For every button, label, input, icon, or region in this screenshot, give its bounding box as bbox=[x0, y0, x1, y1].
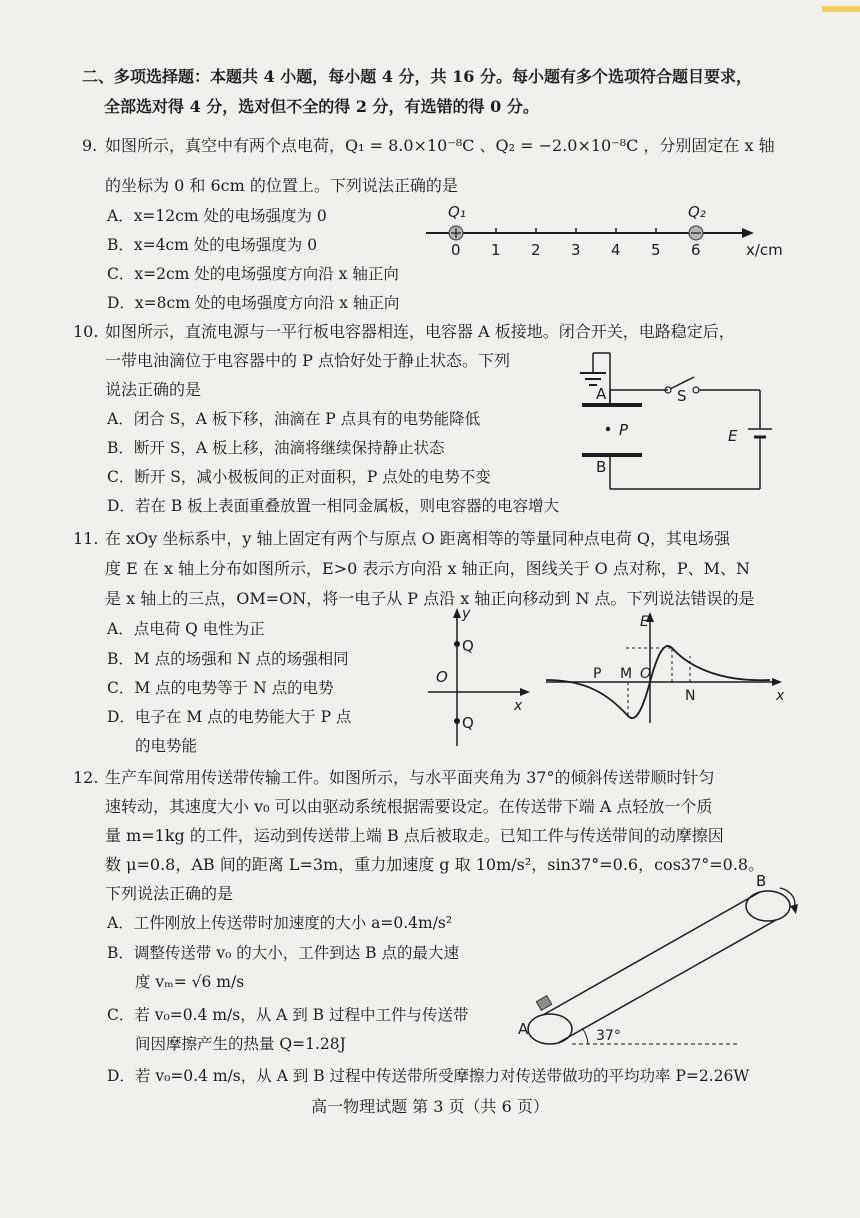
section-title-line1: 二、多项选择题：本题共 4 小题，每小题 4 分，共 16 分。每小题有多个选项符合题目要求， bbox=[82, 67, 752, 86]
angle-label: 37° bbox=[596, 1028, 621, 1044]
section-title-line2: 全部选对得 4 分，选对但不全的得 2 分，有选错的得 0 分。 bbox=[104, 97, 539, 116]
q9-option-c: C．x=2cm 处的电场强度方向沿 x 轴正向 bbox=[107, 265, 399, 283]
p-label: P bbox=[619, 421, 629, 439]
tick-4: 4 bbox=[611, 241, 621, 259]
q11-option-d: D．电子在 M 点的电势能大于 P 点 bbox=[107, 708, 352, 726]
q11-number: 11. bbox=[73, 529, 99, 548]
q-bottom-label: Q bbox=[462, 714, 474, 732]
plate-a bbox=[582, 403, 642, 407]
q12-option-d: D．若 v₀=0.4 m/s，从 A 到 B 过程中传送带所受摩擦力对传送带做功的平均功率 P=2.26W bbox=[107, 1067, 750, 1085]
tick-2: 2 bbox=[531, 241, 541, 259]
origin-label: O bbox=[436, 668, 448, 686]
oil-drop bbox=[606, 427, 610, 431]
q12-stem-line3: 量 m=1kg 的工件，运动到传送带上端 B 点后被取走。已知工件与传送带间的动摩擦因 bbox=[105, 826, 724, 845]
q2-label: Q₂ bbox=[688, 203, 706, 221]
tick-1: 1 bbox=[491, 241, 501, 259]
q9-option-d: D．x=8cm 处的电场强度方向沿 x 轴正向 bbox=[107, 294, 400, 312]
q11-option-d-cont: 的电势能 bbox=[135, 737, 198, 755]
page-footer: 高一物理试题 第 3 页（共 6 页） bbox=[311, 1097, 549, 1116]
q12-stem-line2: 速转动，其速度大小 v₀ 可以由驱动系统根据需要设定。在传送带下端 A 点轻放一个质 bbox=[105, 797, 713, 816]
workpiece bbox=[536, 996, 551, 1011]
q12-stem-line4: 数 μ=0.8，AB 间的距离 L=3m，重力加速度 g 取 10m/s²，sin37°=0.6，cos37°=0.8。 bbox=[105, 855, 765, 874]
q12-option-c-cont: 间因摩擦产生的热量 Q=1.28J bbox=[135, 1035, 346, 1053]
q10-stem-line2: 一带电油滴位于电容器中的 P 点恰好处于静止状态。下列 bbox=[105, 351, 510, 370]
q11-option-b: B．M 点的场强和 N 点的场强相同 bbox=[107, 650, 349, 668]
q12-stem-line1: 生产车间常用传送带传输工件。如图所示，与水平面夹角为 37°的倾斜传送带顺时针匀 bbox=[105, 768, 715, 787]
tick-0: 0 bbox=[451, 241, 461, 259]
graph-origin-label: O bbox=[640, 666, 652, 682]
plate-b-label: B bbox=[596, 458, 607, 476]
q1-label: Q₁ bbox=[448, 203, 466, 221]
q11-option-a: A．点电荷 Q 电性为正 bbox=[107, 620, 265, 638]
plate-b bbox=[582, 453, 642, 457]
switch-label: S bbox=[677, 387, 687, 405]
q9-axis-figure bbox=[420, 198, 800, 268]
q11-charge-figure bbox=[422, 606, 542, 756]
q11-stem-line3: 是 x 轴上的三点，OM=ON，将一电子从 P 点沿 x 轴正向移动到 N 点。下列说法错误的是 bbox=[105, 589, 755, 608]
point-b-label: B bbox=[756, 872, 767, 890]
q11-field-graph bbox=[546, 608, 796, 728]
q10-stem-line3: 说法正确的是 bbox=[105, 380, 202, 399]
tick-5: 5 bbox=[651, 241, 661, 259]
q12-option-a: A．工件刚放上传送带时加速度的大小 a=0.4m/s² bbox=[107, 914, 453, 932]
n-point-label: N bbox=[685, 688, 696, 704]
q12-stem-line5: 下列说法正确的是 bbox=[105, 884, 234, 903]
axis-unit-label: x/cm bbox=[746, 241, 783, 259]
q-bottom-charge-icon bbox=[454, 718, 460, 724]
x-axis-label: x bbox=[514, 698, 523, 714]
m-point-label: M bbox=[620, 666, 633, 682]
q10-option-b: B．断开 S，A 板上移，油滴将继续保持静止状态 bbox=[107, 439, 445, 457]
q9-stem-line1: 如图所示，真空中有两个点电荷，Q₁ = 8.0×10⁻⁸C 、Q₂ = −2.0×10⁻⁸C ，分别固定在 x 轴 bbox=[105, 136, 775, 155]
tick-6: 6 bbox=[691, 241, 701, 259]
q10-number: 10. bbox=[73, 322, 99, 341]
q10-circuit-figure bbox=[568, 343, 778, 493]
q-top-charge-icon bbox=[454, 641, 460, 647]
q-top-label: Q bbox=[462, 637, 474, 655]
plate-a-label: A bbox=[596, 385, 607, 403]
q9-option-a: A．x=12cm 处的电场强度为 0 bbox=[107, 207, 327, 225]
q12-conveyor-figure bbox=[510, 872, 810, 1056]
q10-stem-line1: 如图所示，直流电源与一平行板电容器相连，电容器 A 板接地。闭合开关，电路稳定后， bbox=[105, 322, 735, 341]
q9-stem-line2: 的坐标为 0 和 6cm 的位置上。下列说法正确的是 bbox=[105, 176, 458, 195]
q12-option-c: C．若 v₀=0.4 m/s，从 A 到 B 过程中工件与传送带 bbox=[107, 1006, 469, 1024]
graph-x-label: x bbox=[776, 688, 785, 704]
q11-stem-line2: 度 E 在 x 轴上分布如图所示，E>0 表示方向沿 x 轴正向，图线关于 O 点对称，P、M、N bbox=[105, 559, 751, 578]
q12-option-b: B．调整传送带 v₀ 的大小，工件到达 B 点的最大速 bbox=[107, 944, 459, 962]
y-axis-label: y bbox=[462, 606, 471, 622]
q9-option-b: B．x=4cm 处的电场强度为 0 bbox=[107, 236, 318, 254]
point-a-label: A bbox=[518, 1020, 529, 1038]
tick-3: 3 bbox=[571, 241, 581, 259]
q10-option-c: C．断开 S，减小极板间的正对面积，P 点处的电势不变 bbox=[107, 468, 491, 486]
q10-option-d: D．若在 B 板上表面重叠放置一相同金属板，则电容器的电容增大 bbox=[107, 497, 560, 515]
q10-option-a: A．闭合 S，A 板下移，油滴在 P 点具有的电势能降低 bbox=[107, 410, 481, 428]
q11-stem-line1: 在 xOy 坐标系中，y 轴上固定有两个与原点 O 距离相等的等量同种点电荷 Q，其电场强 bbox=[105, 529, 730, 548]
q12-option-b-cont: 度 vₘ= √6 m/s bbox=[135, 973, 245, 991]
q9-number: 9. bbox=[82, 136, 98, 155]
q11-option-c: C．M 点的电势等于 N 点的电势 bbox=[107, 679, 334, 697]
highlight-mark bbox=[822, 6, 860, 12]
e-axis-label: E bbox=[640, 614, 649, 630]
q12-number: 12. bbox=[73, 768, 99, 787]
p-point-label: P bbox=[593, 666, 602, 682]
emf-label: E bbox=[728, 427, 738, 445]
